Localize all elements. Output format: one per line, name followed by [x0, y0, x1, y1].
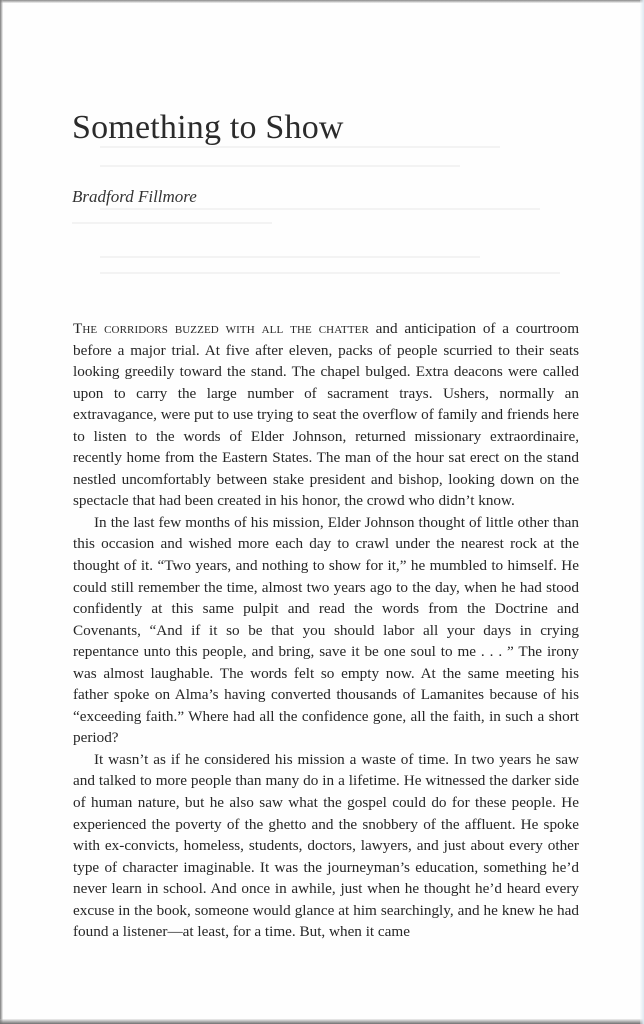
paragraph: [73, 318, 579, 512]
scan-edge-left: [0, 0, 3, 1024]
scan-edge-top: [0, 0, 644, 3]
bleed-through-line: [100, 256, 480, 258]
story-title: Something to Show: [72, 109, 344, 146]
scan-edge-right: [640, 0, 644, 1024]
bleed-through-line: [100, 165, 460, 167]
paragraph: It wasn’t as if he considered his mission a waste of time. In two years he saw and talked to more people than many do in a lifetime. He witnessed the darker side of human nature, but he also saw what the gospel could do for these people. He experienced the poverty of the ghetto and the snobbery of the affluent. He spoke with ex-convicts, homeless, students, doctors, lawyers, and just about every other type of character imaginable. It was the journeyman’s education, something he’d never learn in school. And once in awhile, just when he thought he’d heard every excuse in the book, someone would glance at him searchingly, and he knew he had found a listener—at least, for a time. But, when it came: [73, 750, 579, 941]
opening-smallcaps: The corridors buzzed with all the chatter: [73, 320, 369, 337]
bleed-through-line: [100, 272, 560, 274]
bleed-through-line: [72, 222, 272, 224]
paragraph: In the last few months of his mission, Elder Johnson thought of little other than this occasion and wished more each day to crawl under the nearest rock at the thought of it. “Two years, and nothing to show for it,” he mumbled to himself. He could still remember the time, almost two years ago to the day, when he had stood confidently at this same pulpit and read the words from the Doctrine and Covenants, “And if it so be that you should labor all your days in crying repentance unto this people, and bring, save it be one soul to me . . . ” The irony was almost laughable. The words felt so empty now. At the same meeting his father spoke on Alma’s having converted thousands of Lamanites because of his “exceeding faith.” Where had all the confidence gone, all the faith, in such a short period?: [73, 513, 579, 747]
paragraph-text: and anticipation of a courtroom before a major trial. At five after eleven, packs of people scurried to their seats looking greedily toward the stand. The chapel bulged. Extra deacons were called upon to carry the large number of sacrament trays. Ushers, normally an extravagance, were put to use trying to seat the overflow of family and friends here to listen to the words of Elder Johnson, returned missionary extraordinaire, recently home from the Eastern States. The man of the hour sat erect on the stand nestled uncomfortably between stake president and bishop, looking down on the spectacle that had been created in his honor, the crowd who didn’t know.: [73, 320, 580, 510]
bleed-through-line: [100, 208, 540, 210]
scan-edge-bottom: [0, 1019, 644, 1024]
author-name: Bradford Fillmore: [72, 187, 197, 206]
story-body: [73, 318, 579, 943]
